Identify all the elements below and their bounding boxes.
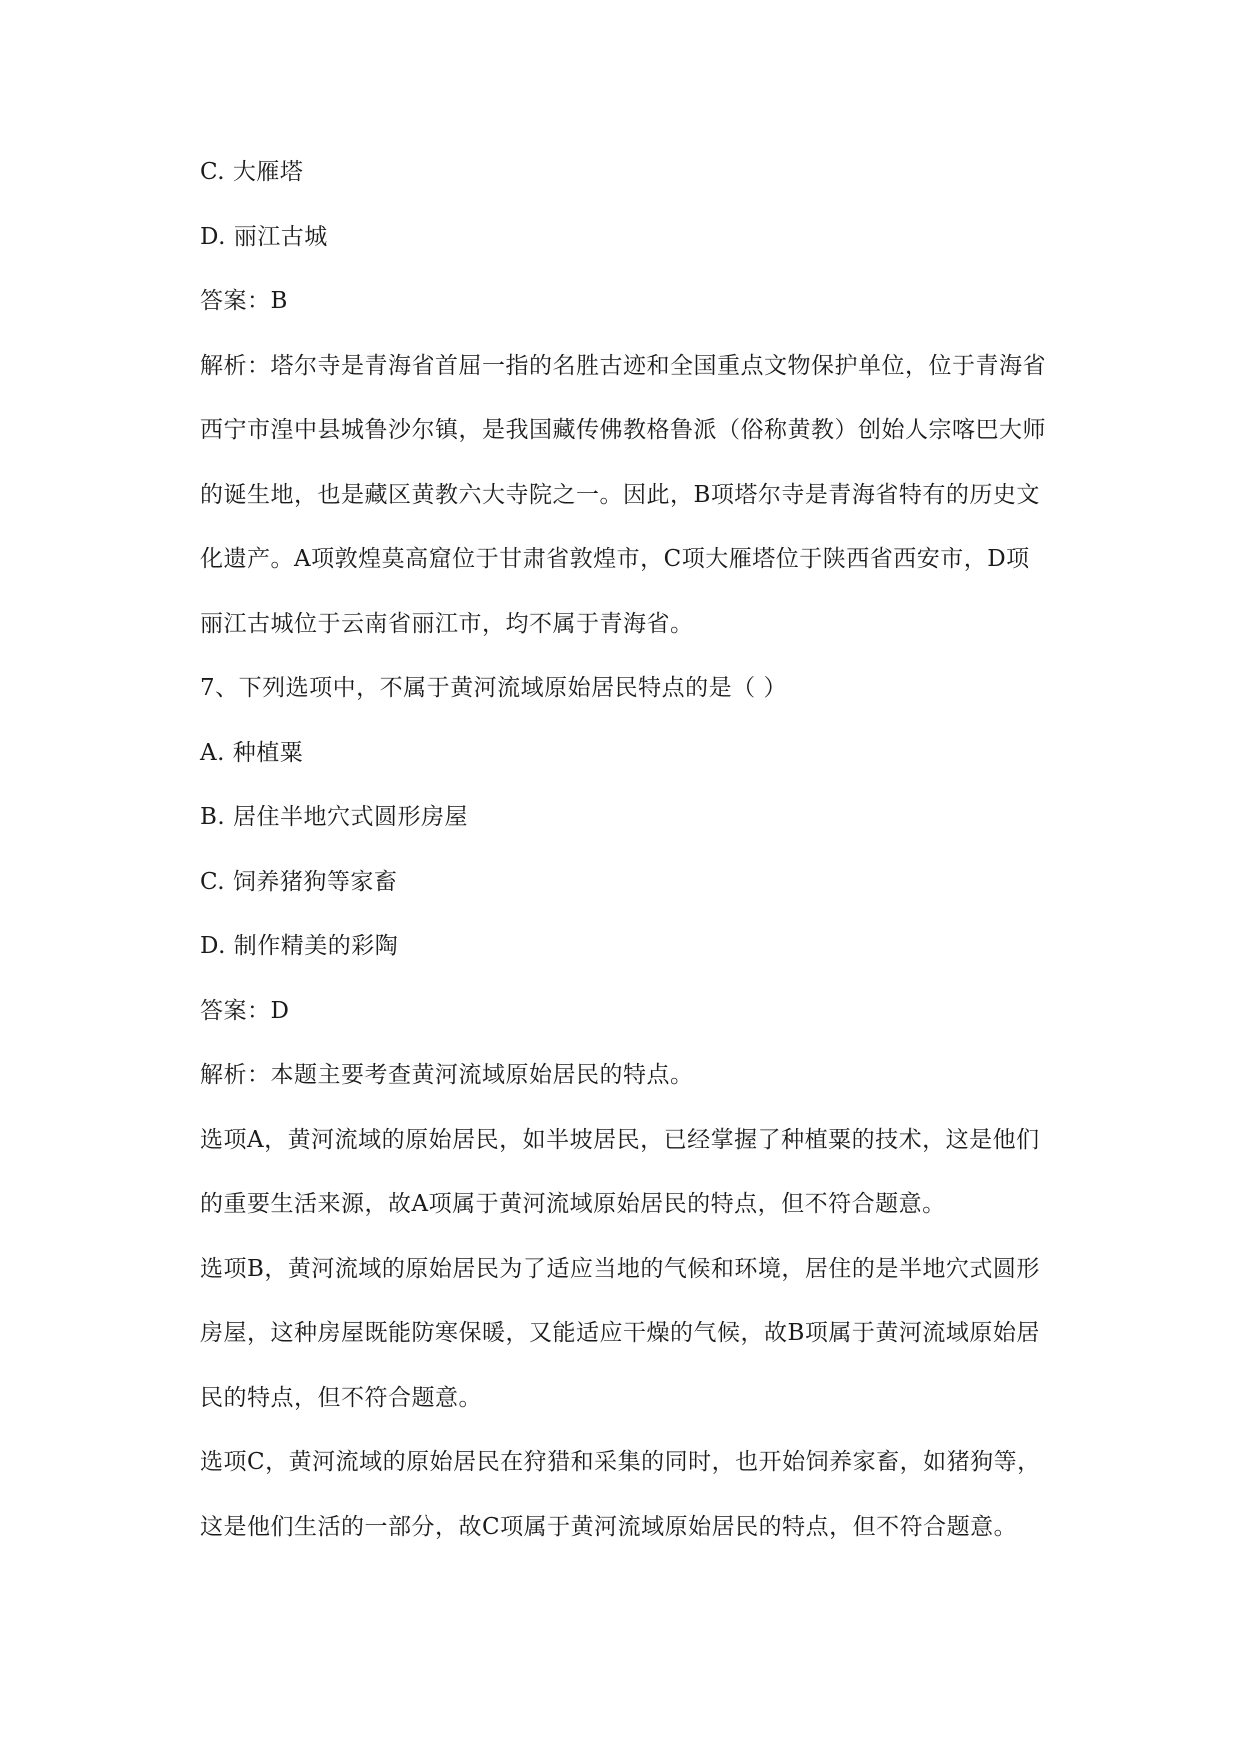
option-d: D. 制作精美的彩陶 xyxy=(200,933,399,959)
analysis-c-line-1: 选项C，黄河流域的原始居民在狩猎和采集的同时，也开始饲养家畜，如猪狗等， xyxy=(200,1449,1041,1475)
analysis-prev-line-4: 化遗产。A项敦煌莫高窟位于甘肃省敦煌市，C项大雁塔位于陕西省西安市，D项 xyxy=(200,546,1030,572)
analysis-b-line-1: 选项B，黄河流域的原始居民为了适应当地的气候和环境，居住的是半地穴式圆形 xyxy=(200,1255,1040,1282)
analysis-prev-line-5: 丽江古城位于云南省丽江市，均不属于青海省。 xyxy=(200,610,694,637)
answer: 答案：D xyxy=(200,997,290,1024)
analysis-b-line-2: 房屋，这种房屋既能防寒保暖，又能适应干燥的气候，故B项属于黄河流域原始居 xyxy=(200,1320,1040,1346)
answer-prev: 答案：B xyxy=(200,288,288,314)
analysis-c-line-2: 这是他们生活的一部分，故C项属于黄河流域原始居民的特点，但不符合题意。 xyxy=(200,1513,1018,1540)
option-d-prev: D. 丽江古城 xyxy=(200,223,328,250)
analysis-intro: 解析：本题主要考查黄河流域原始居民的特点。 xyxy=(200,1062,694,1088)
option-a: A. 种植粟 xyxy=(200,739,304,766)
analysis-prev-line-1: 解析：塔尔寺是青海省首屈一指的名胜古迹和全国重点文物保护单位，位于青海省 xyxy=(200,352,1046,379)
analysis-a-line-1: 选项A，黄河流域的原始居民，如半坡居民，已经掌握了种植粟的技术，这是他们 xyxy=(200,1126,1040,1153)
analysis-a-line-2: 的重要生活来源，故A项属于黄河流域原始居民的特点，但不符合题意。 xyxy=(200,1191,946,1217)
option-c: C. 饲养猪狗等家畜 xyxy=(200,868,398,895)
option-c-prev: C. 大雁塔 xyxy=(200,159,304,185)
document-body xyxy=(200,140,1100,1559)
question-7: 7、下列选项中，不属于黄河流域原始居民特点的是（ ） xyxy=(200,675,787,701)
analysis-b-line-3: 民的特点，但不符合题意。 xyxy=(200,1384,482,1411)
analysis-prev-line-3: 的诞生地，也是藏区黄教六大寺院之一。因此，B项塔尔寺是青海省特有的历史文 xyxy=(200,481,1040,508)
option-b: B. 居住半地穴式圆形房屋 xyxy=(200,804,469,830)
analysis-prev-line-2: 西宁市湟中县城鲁沙尔镇，是我国藏传佛教格鲁派（俗称黄教）创始人宗喀巴大师 xyxy=(200,417,1046,443)
